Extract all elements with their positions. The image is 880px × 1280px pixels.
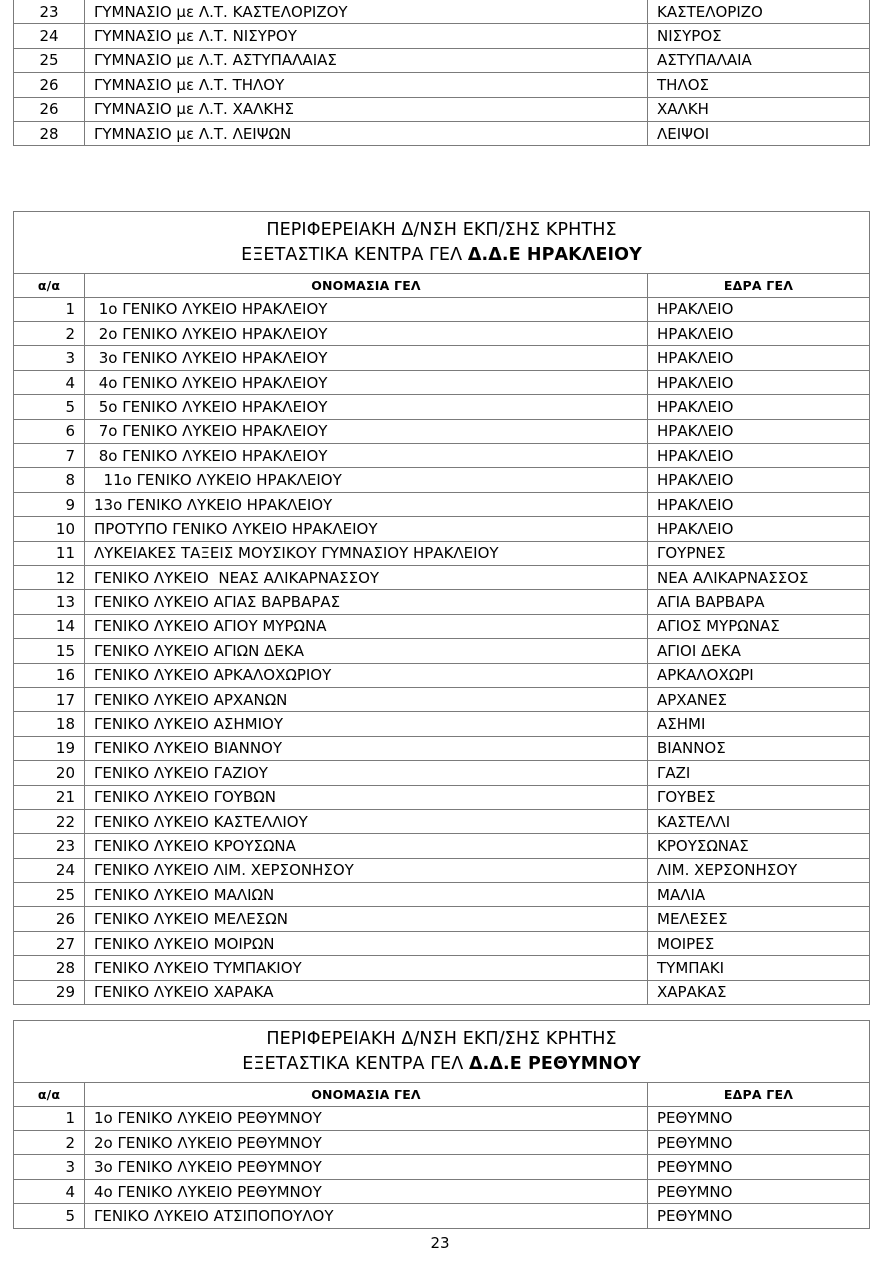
row-index-cell: 6 [14,419,85,443]
exam-centers-table [13,0,870,146]
table-row [14,931,870,955]
school-seat-cell: ΡΕΘΥΜΝΟ [648,1106,870,1130]
school-seat-cell: ΡΕΘΥΜΝΟ [648,1155,870,1179]
school-name-cell: ΓΕΝΙΚΟ ΛΥΚΕΙΟ ΑΡΚΑΛΟΧΩΡΙΟΥ [85,663,648,687]
row-index-cell: 5 [14,395,85,419]
table-row [14,1106,870,1130]
table-row [14,121,870,145]
table-row [14,492,870,516]
column-header-name: ΟΝΟΜΑΣΙΑ ΓΕΛ [85,273,648,297]
school-seat-cell: ΑΓΙΟΙ ΔΕΚΑ [648,639,870,663]
school-name-cell: 3ο ΓΕΝΙΚΟ ΛΥΚΕΙΟ ΡΕΘΥΜΝΟΥ [85,1155,648,1179]
school-name-cell: 11ο ΓΕΝΙΚΟ ΛΥΚΕΙΟ ΗΡΑΚΛΕΙΟΥ [85,468,648,492]
school-name-cell: ΓΕΝΙΚΟ ΛΥΚΕΙΟ ΑΓΙΑΣ ΒΑΡΒΑΡΑΣ [85,590,648,614]
school-name-cell: 4ο ΓΕΝΙΚΟ ΛΥΚΕΙΟ ΗΡΑΚΛΕΙΟΥ [85,370,648,394]
school-seat-cell: ΓΟΥΒΕΣ [648,785,870,809]
table-row [14,395,870,419]
school-seat-cell: ΡΕΘΥΜΝΟ [648,1131,870,1155]
school-name-cell: 8ο ΓΕΝΙΚΟ ΛΥΚΕΙΟ ΗΡΑΚΛΕΙΟΥ [85,444,648,468]
row-index-cell: 23 [14,834,85,858]
table-row [14,0,870,24]
table-title-cell [14,1021,870,1083]
school-seat-cell: ΤΗΛΟΣ [648,73,870,97]
table-row [14,517,870,541]
page-number: 23 [430,1234,450,1252]
row-index-cell: 28 [14,121,85,145]
school-name-cell: ΓΕΝΙΚΟ ΛΥΚΕΙΟ ΛΙΜ. ΧΕΡΣΟΝΗΣΟΥ [85,858,648,882]
row-index-cell: 7 [14,444,85,468]
school-name-cell: 3ο ΓΕΝΙΚΟ ΛΥΚΕΙΟ ΗΡΑΚΛΕΙΟΥ [85,346,648,370]
row-index-cell: 2 [14,1131,85,1155]
title-prefix: ΕΞΕΤΑΣΤΙΚΑ ΚΕΝΤΡΑ ΓΕΛ [242,1053,469,1074]
school-name-cell: 13ο ΓΕΝΙΚΟ ΛΥΚΕΙΟ ΗΡΑΚΛΕΙΟΥ [85,492,648,516]
table-row [14,73,870,97]
exam-centers-table [13,1020,870,1229]
school-seat-cell: ΝΙΣΥΡΟΣ [648,24,870,48]
title-directorate-name: Δ.Δ.Ε ΡΕΘΥΜΝΟΥ [468,1053,641,1074]
school-seat-cell: ΚΡΟΥΣΩΝΑΣ [648,834,870,858]
row-index-cell: 4 [14,1179,85,1203]
row-index-cell: 1 [14,297,85,321]
school-name-cell: ΓΕΝΙΚΟ ΛΥΚΕΙΟ ΤΥΜΠΑΚΙΟΥ [85,956,648,980]
table-row [14,468,870,492]
school-name-cell: 4ο ΓΕΝΙΚΟ ΛΥΚΕΙΟ ΡΕΘΥΜΝΟΥ [85,1179,648,1203]
school-seat-cell: ΓΑΖΙ [648,761,870,785]
table-row [14,370,870,394]
school-name-cell: ΓΕΝΙΚΟ ΛΥΚΕΙΟ ΑΤΣΙΠΟΠΟΥΛΟΥ [85,1204,648,1228]
row-index-cell: 19 [14,736,85,760]
table-row [14,809,870,833]
table-row [14,48,870,72]
row-index-cell: 8 [14,468,85,492]
row-index-cell: 2 [14,322,85,346]
school-name-cell: ΓΥΜΝΑΣΙΟ με Λ.Τ. ΑΣΤΥΠΑΛΑΙΑΣ [85,48,648,72]
school-name-cell: ΓΕΝΙΚΟ ΛΥΚΕΙΟ ΜΟΙΡΩΝ [85,931,648,955]
school-name-cell: ΓΕΝΙΚΟ ΛΥΚΕΙΟ ΜΑΛΙΩΝ [85,883,648,907]
row-index-cell: 22 [14,809,85,833]
row-index-cell: 25 [14,48,85,72]
row-index-cell: 12 [14,565,85,589]
column-header-seat: ΕΔΡΑ ΓΕΛ [648,1082,870,1106]
table-row [14,663,870,687]
school-seat-cell: ΛΕΙΨΟΙ [648,121,870,145]
table-title-cell [14,212,870,274]
school-name-cell: ΓΕΝΙΚΟ ΛΥΚΕΙΟ ΝΕΑΣ ΑΛΙΚΑΡΝΑΣΣΟΥ [85,565,648,589]
school-seat-cell: ΗΡΑΚΛΕΙΟ [648,444,870,468]
school-seat-cell: ΝΕΑ ΑΛΙΚΑΡΝΑΣΣΟΣ [648,565,870,589]
school-name-cell: 5ο ΓΕΝΙΚΟ ΛΥΚΕΙΟ ΗΡΑΚΛΕΙΟΥ [85,395,648,419]
row-index-cell: 5 [14,1204,85,1228]
row-index-cell: 28 [14,956,85,980]
table-block-irakleio [13,211,869,1005]
row-index-cell: 10 [14,517,85,541]
school-name-cell: ΓΕΝΙΚΟ ΛΥΚΕΙΟ ΚΑΣΤΕΛΛΙΟΥ [85,809,648,833]
table-row [14,785,870,809]
table-title-row [14,212,870,274]
table-row [14,419,870,443]
school-seat-cell: ΗΡΑΚΛΕΙΟ [648,370,870,394]
table-row [14,1179,870,1203]
table-row [14,590,870,614]
title-line-directorate [18,1052,865,1077]
column-header-seat: ΕΔΡΑ ΓΕΛ [648,273,870,297]
school-seat-cell: ΗΡΑΚΛΕΙΟ [648,395,870,419]
row-index-cell: 4 [14,370,85,394]
school-name-cell: ΓΕΝΙΚΟ ΛΥΚΕΙΟ ΒΙΑΝΝΟΥ [85,736,648,760]
row-index-cell: 18 [14,712,85,736]
title-prefix: ΕΞΕΤΑΣΤΙΚΑ ΚΕΝΤΡΑ ΓΕΛ [241,244,468,265]
row-index-cell: 23 [14,0,85,24]
row-index-cell: 21 [14,785,85,809]
school-seat-cell: ΑΡΧΑΝΕΣ [648,687,870,711]
row-index-cell: 25 [14,883,85,907]
table-row [14,565,870,589]
school-seat-cell: ΗΡΑΚΛΕΙΟ [648,297,870,321]
school-seat-cell: ΜΑΛΙΑ [648,883,870,907]
row-index-cell: 26 [14,907,85,931]
column-header-row [14,1082,870,1106]
table-row [14,322,870,346]
table-block-dodecanese-continued [13,0,869,146]
school-name-cell: 1ο ΓΕΝΙΚΟ ΛΥΚΕΙΟ ΗΡΑΚΛΕΙΟΥ [85,297,648,321]
row-index-cell: 14 [14,614,85,638]
school-seat-cell: ΓΟΥΡΝΕΣ [648,541,870,565]
school-seat-cell: ΑΓΙΑ ΒΑΡΒΑΡΑ [648,590,870,614]
school-seat-cell: ΤΥΜΠΑΚΙ [648,956,870,980]
school-seat-cell: ΑΓΙΟΣ ΜΥΡΩΝΑΣ [648,614,870,638]
school-name-cell: ΛΥΚΕΙΑΚΕΣ ΤΑΞΕΙΣ ΜΟΥΣΙΚΟΥ ΓΥΜΝΑΣΙΟΥ ΗΡΑΚΛΕΙΟΥ [85,541,648,565]
school-name-cell: ΓΕΝΙΚΟ ΛΥΚΕΙΟ ΑΡΧΑΝΩΝ [85,687,648,711]
school-name-cell: ΓΕΝΙΚΟ ΛΥΚΕΙΟ ΧΑΡΑΚΑ [85,980,648,1004]
school-seat-cell: ΡΕΘΥΜΝΟ [648,1179,870,1203]
school-seat-cell: ΚΑΣΤΕΛΟΡΙΖΟ [648,0,870,24]
table-row [14,956,870,980]
table-row [14,687,870,711]
exam-centers-table [13,211,870,1005]
table-row [14,541,870,565]
school-seat-cell: ΗΡΑΚΛΕΙΟ [648,517,870,541]
school-name-cell: ΓΥΜΝΑΣΙΟ με Λ.Τ. ΧΑΛΚΗΣ [85,97,648,121]
school-seat-cell: ΛΙΜ. ΧΕΡΣΟΝΗΣΟΥ [648,858,870,882]
row-index-cell: 11 [14,541,85,565]
row-index-cell: 27 [14,931,85,955]
table-row [14,858,870,882]
school-seat-cell: ΚΑΣΤΕΛΛΙ [648,809,870,833]
school-seat-cell: ΡΕΘΥΜΝΟ [648,1204,870,1228]
row-index-cell: 26 [14,97,85,121]
table-title-row [14,1021,870,1083]
school-name-cell: ΓΕΝΙΚΟ ΛΥΚΕΙΟ ΓΑΖΙΟΥ [85,761,648,785]
row-index-cell: 17 [14,687,85,711]
row-index-cell: 15 [14,639,85,663]
column-header-row [14,273,870,297]
row-index-cell: 9 [14,492,85,516]
school-seat-cell: ΧΑΛΚΗ [648,97,870,121]
row-index-cell: 16 [14,663,85,687]
school-name-cell: ΓΥΜΝΑΣΙΟ με Λ.Τ. ΛΕΙΨΩΝ [85,121,648,145]
school-seat-cell: ΒΙΑΝΝΟΣ [648,736,870,760]
title-line-directorate [18,243,865,268]
school-name-cell: ΓΕΝΙΚΟ ΛΥΚΕΙΟ ΑΓΙΩΝ ΔΕΚΑ [85,639,648,663]
row-index-cell: 29 [14,980,85,1004]
school-name-cell: 2ο ΓΕΝΙΚΟ ΛΥΚΕΙΟ ΗΡΑΚΛΕΙΟΥ [85,322,648,346]
table-block-rethymno [13,1020,869,1229]
table-row [14,24,870,48]
column-header-index: α/α [14,1082,85,1106]
school-seat-cell: ΑΣΗΜΙ [648,712,870,736]
school-name-cell: ΓΥΜΝΑΣΙΟ με Λ.Τ. ΚΑΣΤΕΛΟΡΙΖΟΥ [85,0,648,24]
school-seat-cell: ΑΣΤΥΠΑΛΑΙΑ [648,48,870,72]
row-index-cell: 24 [14,24,85,48]
school-seat-cell: ΜΕΛΕΣΕΣ [648,907,870,931]
table-row [14,1155,870,1179]
table-row [14,736,870,760]
school-name-cell: ΠΡΟΤΥΠΟ ΓΕΝΙΚΟ ΛΥΚΕΙΟ ΗΡΑΚΛΕΙΟΥ [85,517,648,541]
school-name-cell: ΓΕΝΙΚΟ ΛΥΚΕΙΟ ΑΓΙΟΥ ΜΥΡΩΝΑ [85,614,648,638]
school-name-cell: ΓΕΝΙΚΟ ΛΥΚΕΙΟ ΚΡΟΥΣΩΝΑ [85,834,648,858]
table-row [14,639,870,663]
school-name-cell: ΓΥΜΝΑΣΙΟ με Λ.Τ. ΤΗΛΟΥ [85,73,648,97]
title-line-region: ΠΕΡΙΦΕΡΕΙΑΚΗ Δ/ΝΣΗ ΕΚΠ/ΣΗΣ ΚΡΗΤΗΣ [266,220,617,240]
school-seat-cell: ΗΡΑΚΛΕΙΟ [648,322,870,346]
row-index-cell: 20 [14,761,85,785]
school-seat-cell: ΜΟΙΡΕΣ [648,931,870,955]
table-row [14,614,870,638]
school-name-cell: 1ο ΓΕΝΙΚΟ ΛΥΚΕΙΟ ΡΕΘΥΜΝΟΥ [85,1106,648,1130]
table-row [14,97,870,121]
title-line-region: ΠΕΡΙΦΕΡΕΙΑΚΗ Δ/ΝΣΗ ΕΚΠ/ΣΗΣ ΚΡΗΤΗΣ [266,1029,617,1049]
row-index-cell: 1 [14,1106,85,1130]
school-name-cell: 7ο ΓΕΝΙΚΟ ΛΥΚΕΙΟ ΗΡΑΚΛΕΙΟΥ [85,419,648,443]
school-name-cell: ΓΕΝΙΚΟ ΛΥΚΕΙΟ ΑΣΗΜΙΟΥ [85,712,648,736]
school-seat-cell: ΧΑΡΑΚΑΣ [648,980,870,1004]
table-row [14,980,870,1004]
school-seat-cell: ΗΡΑΚΛΕΙΟ [648,346,870,370]
table-row [14,712,870,736]
row-index-cell: 26 [14,73,85,97]
school-seat-cell: ΗΡΑΚΛΕΙΟ [648,419,870,443]
title-directorate-name: Δ.Δ.Ε ΗΡΑΚΛΕΙΟΥ [467,244,642,265]
table-row [14,907,870,931]
row-index-cell: 13 [14,590,85,614]
table-row [14,1204,870,1228]
school-name-cell: 2ο ΓΕΝΙΚΟ ΛΥΚΕΙΟ ΡΕΘΥΜΝΟΥ [85,1131,648,1155]
table-row [14,834,870,858]
school-name-cell: ΓΕΝΙΚΟ ΛΥΚΕΙΟ ΜΕΛΕΣΩΝ [85,907,648,931]
table-row [14,297,870,321]
table-row [14,444,870,468]
school-name-cell: ΓΕΝΙΚΟ ΛΥΚΕΙΟ ΓΟΥΒΩΝ [85,785,648,809]
table-row [14,346,870,370]
table-row [14,1131,870,1155]
row-index-cell: 3 [14,346,85,370]
column-header-index: α/α [14,273,85,297]
row-index-cell: 24 [14,858,85,882]
school-seat-cell: ΑΡΚΑΛΟΧΩΡΙ [648,663,870,687]
table-row [14,883,870,907]
column-header-name: ΟΝΟΜΑΣΙΑ ΓΕΛ [85,1082,648,1106]
school-seat-cell: ΗΡΑΚΛΕΙΟ [648,468,870,492]
school-seat-cell: ΗΡΑΚΛΕΙΟ [648,492,870,516]
row-index-cell: 3 [14,1155,85,1179]
school-name-cell: ΓΥΜΝΑΣΙΟ με Λ.Τ. ΝΙΣΥΡΟΥ [85,24,648,48]
table-row [14,761,870,785]
